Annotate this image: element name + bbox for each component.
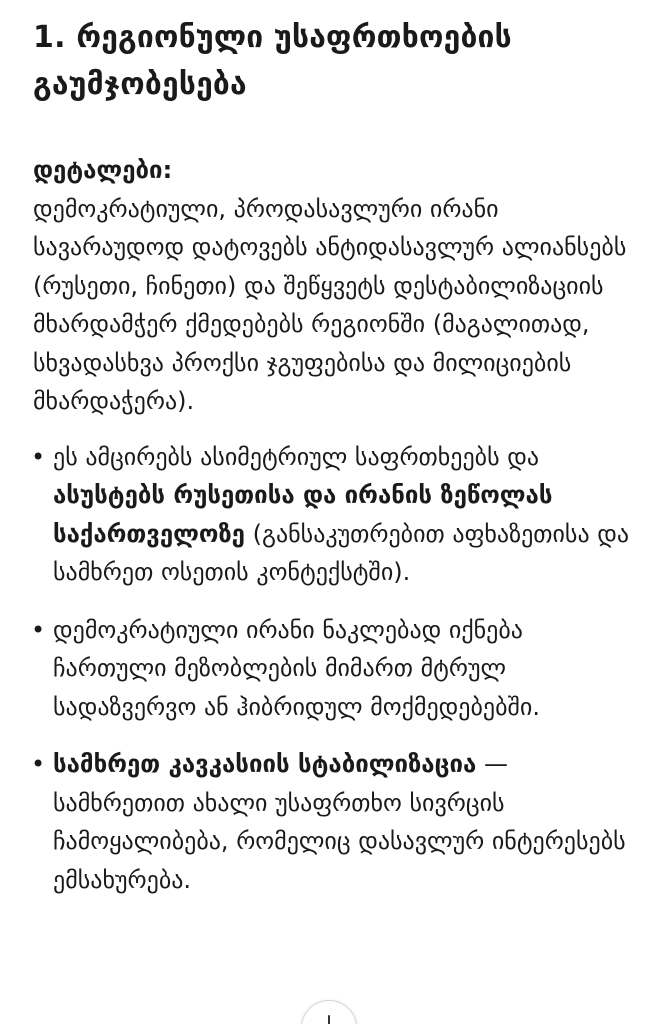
bullet-list bbox=[33, 438, 633, 900]
bullet-text-after: (განსაკუთრებით აფხაზეთისა და სამხრეთ ოსეთის კონტექსტში). bbox=[53, 519, 630, 586]
bullet-bold-text: სამხრეთ კავკასიის სტაბილიზაცია bbox=[53, 750, 477, 778]
details-text: დემოკრატიული, პროდასავლური ირანი სავარაუდოდ დატოვებს ანტიდასავლურ ალიანსებს (რუსეთი, ჩინეთი) და შეწყვეტს დესტაბილიზაციის მხარდამჭერ ქმედებებს რეგიონში (მაგალითად, სხვადასხვა პროქსი ჯგუფებისა და მილიციების მხარდაჭერა). bbox=[33, 194, 627, 415]
details-label: დეტალები: bbox=[33, 156, 173, 184]
list-item bbox=[33, 438, 633, 592]
bullet-marker: • bbox=[31, 615, 46, 644]
bullet-bold-text: ასუსტებს რუსეთისა და ირანის ზეწოლას საქართველოზე bbox=[53, 481, 553, 548]
list-item bbox=[33, 745, 633, 899]
bullet-marker: • bbox=[31, 750, 46, 778]
bullet-marker: • bbox=[31, 442, 46, 471]
article-content bbox=[33, 0, 633, 918]
arrow-down-icon bbox=[328, 1015, 330, 1024]
details-paragraph bbox=[33, 151, 633, 421]
bullet-text-after: — სამხრეთით ახალი უსაფრთხო სივრცის ჩამოყალიბება, რომელიც დასავლურ ინტერესებს ემსახურება. bbox=[53, 750, 626, 894]
section-title: 1. რეგიონული უსაფრთხოების გაუმჯობესება bbox=[33, 20, 512, 102]
scroll-down-button[interactable] bbox=[301, 1000, 357, 1024]
bullet-text: დემოკრატიული ირანი ნაკლებად იქნება ჩართული მეზობლების მიმართ მტრულ სადაზვერვო ან ჰიბრიდულ მოქმედებებში. bbox=[53, 615, 540, 721]
bullet-text: ეს ამცირებს ასიმეტრიულ საფრთხეებს და bbox=[53, 442, 540, 471]
list-item bbox=[33, 611, 633, 727]
